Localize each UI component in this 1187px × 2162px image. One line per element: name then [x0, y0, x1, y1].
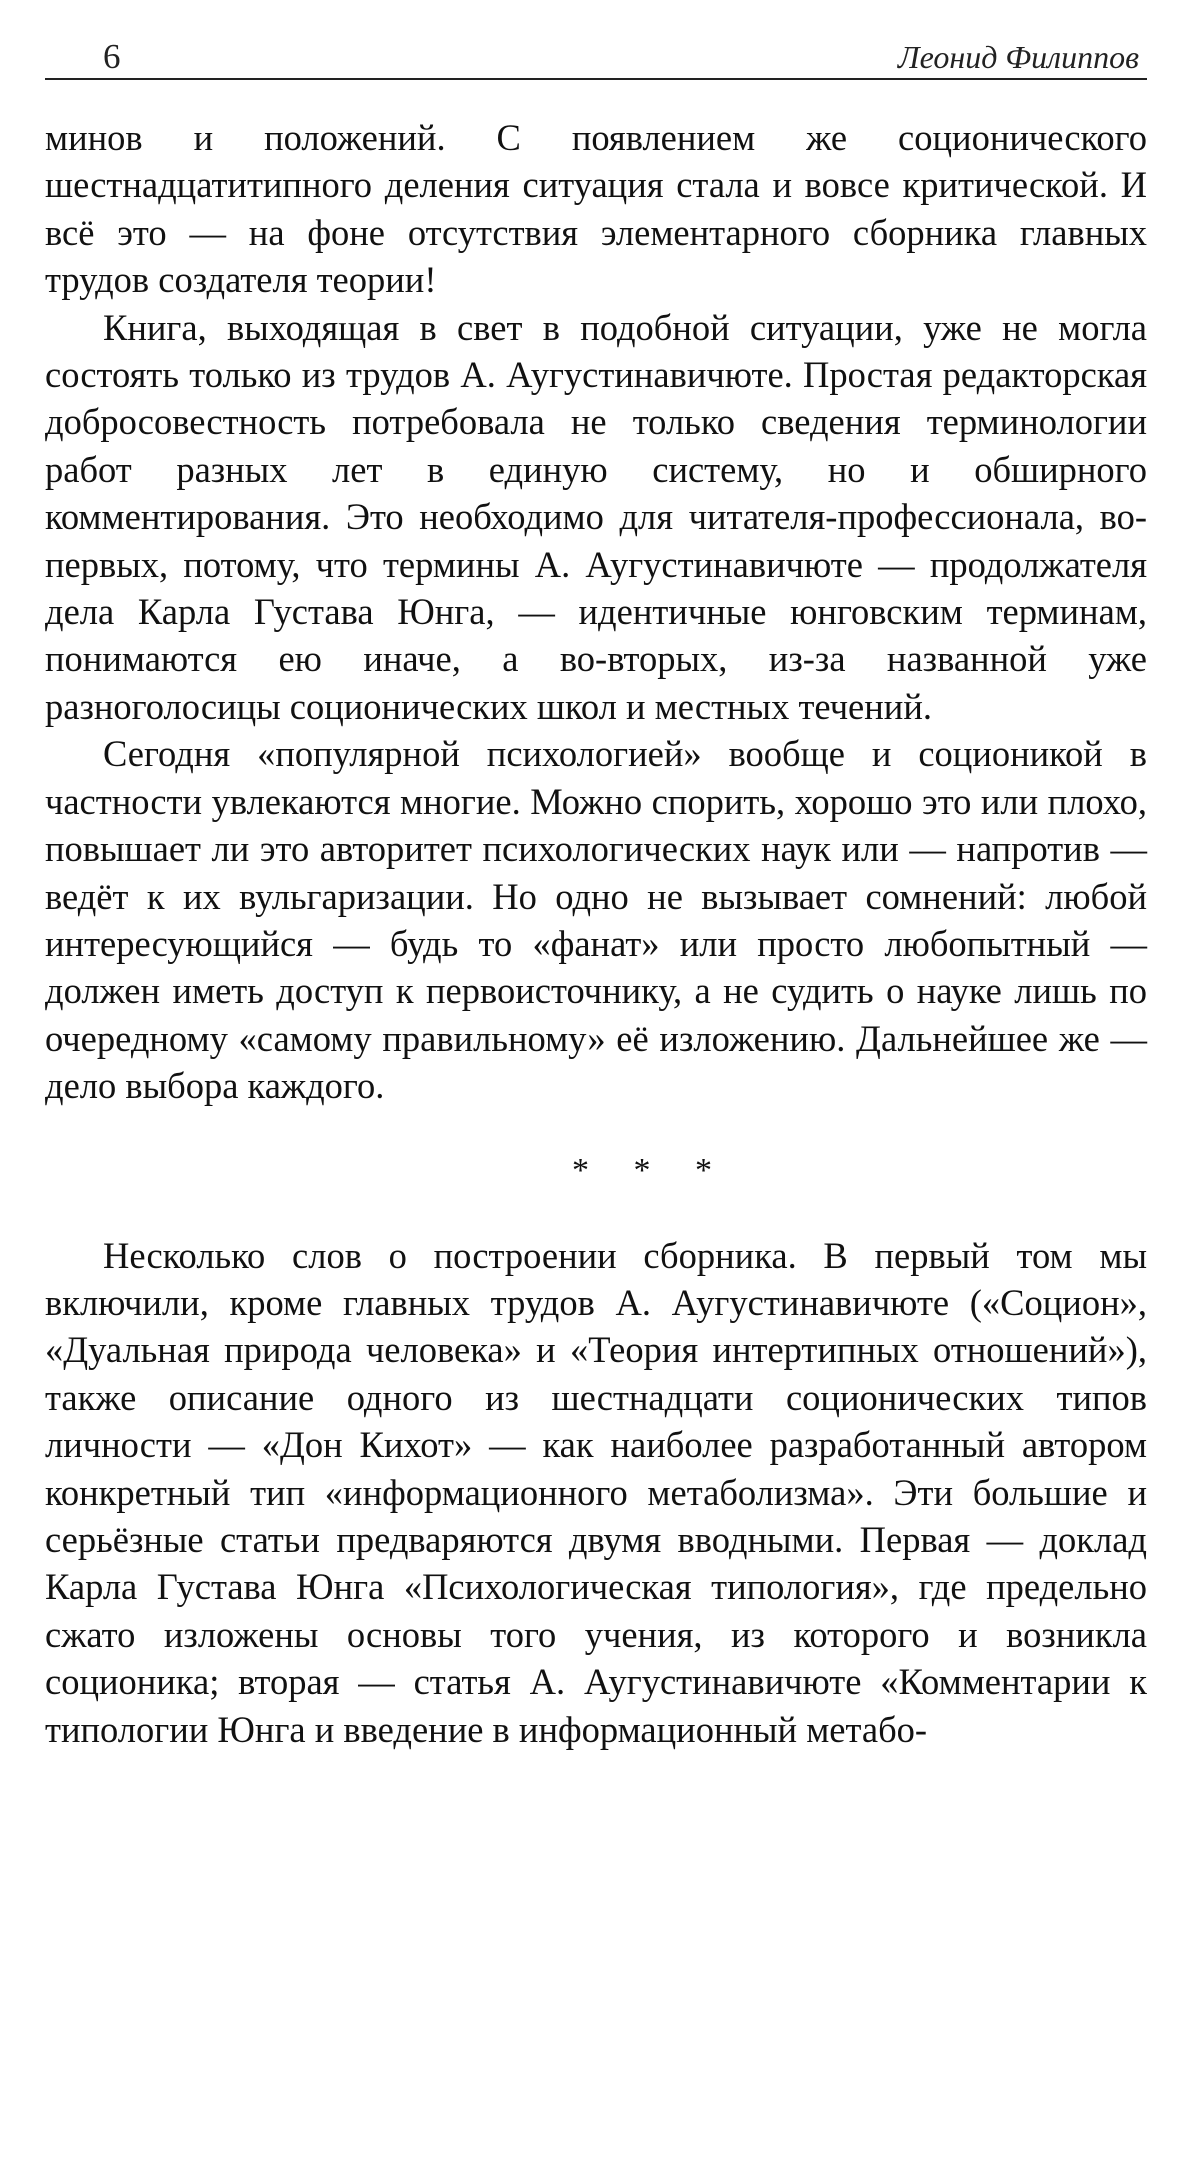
main-text — [45, 114, 1147, 1753]
paragraph-3: Сегодня «популярной психологией» вообще и соционикой в частности увлекаются многие. Можно спорить, хорошо это или плохо, повышает ли это авторитет психологических наук или — напротив — ведёт к их вульгаризации. Но одно не вызывает сомнений: любой интересующийся — будь то «фанат» или просто любопытный — должен иметь доступ к первоисточнику, а не судить о науке лишь по очередному «самому правильному» её изложению. Дальнейшее же — дело выбора каждого. — [45, 733, 1147, 1107]
paragraph-1: минов и положений. С появлением же соционического шестнадцатитипного деления ситуация стала и вовсе критической. И всё это — на фоне отсутствия элементарного сборника главных трудов создателя теории! — [45, 117, 1147, 301]
paragraph-2: Книга, выходящая в свет в подобной ситуации, уже не могла состоять только из трудов А. Аугустинавичюте. Простая редакторская добросовестность потребовала не только сведения терминологии работ разных лет в единую систему, но и обширного комментирования. Это необходимо для читателя-профессионала, во-первых, потому, что термины А. Аугустинавичюте — продолжателя дела Карла Густава Юнга, — идентичные юнговским терминам, понимаются ею иначе, а во-вторых, из-за названной уже разноголосицы соционических школ и местных течений. — [45, 306, 1147, 727]
running-head-author: Леонид Филиппов — [897, 39, 1139, 75]
section-separator: * * * — [572, 1151, 730, 1189]
running-head — [45, 30, 1147, 80]
paragraph-4: Несколько слов о построении сборника. В первый том мы включили, кроме главных трудов А. Аугустинавичюте («Социон», «Дуальная природа человека» и «Теория интертипных отношений»), также описание одного из шестнадцати соционических типов личности — «Дон Кихот» — как наиболее разработанный автором конкретный тип «информационного метаболизма». Эти большие и серьёзные статьи предваряются двумя вводными. Первая — доклад Карла Густава Юнга «Психологическая типология», где предельно сжато изложены основы того учения, из которого и возникла соционика; вторая — статья А. Аугустинавичюте «Комментарии к типологии Юнга и введение в информационный метабо- — [45, 1234, 1147, 1750]
page-number: 6 — [103, 37, 121, 76]
